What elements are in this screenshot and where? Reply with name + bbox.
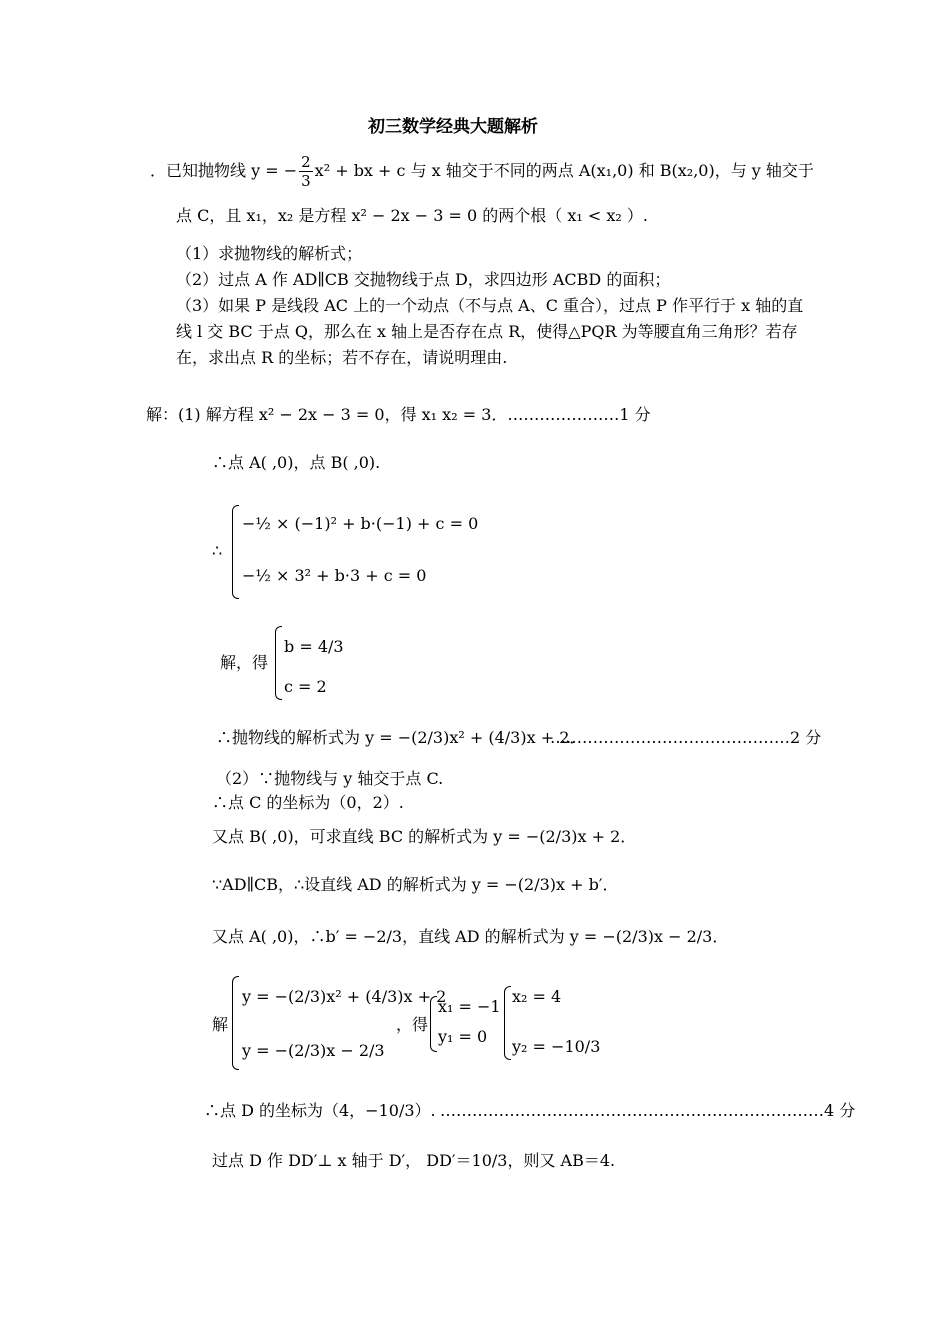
fraction: $\frac{2}{3}$ (301, 153, 311, 190)
question-3-line-1: （3）如果 P 是线段 AC 上的一个动点（不与点 A、C 重合），过点 P 作平行于 x 轴的直 (176, 296, 804, 315)
question-1: （1）求抛物线的解析式； (176, 244, 363, 263)
therefore-sign: ∴ (212, 541, 223, 560)
system-brace (504, 986, 511, 1060)
root-1-y: y₁ = 0 (438, 1027, 488, 1046)
root-1-x: x₁ = −1 (438, 997, 501, 1016)
root-2-y: y₂ = −10/3 (512, 1037, 601, 1056)
question-3-line-3: 在，求出点 R 的坐标；若不存在，请说明理由. (176, 348, 508, 367)
page-title: 初三数学经典大题解析 (368, 117, 538, 137)
system-brace (275, 626, 282, 700)
score-2: ………………………………………2 分 (550, 728, 822, 747)
solution-b: b = 4/3 (284, 637, 344, 656)
system-brace (232, 976, 239, 1070)
obtain-label: ，得 (396, 1015, 429, 1034)
question-2: （2）过点 A 作 AD∥CB 交抛物线于点 D，求四边形 ACBD 的面积； (176, 270, 671, 289)
system-brace (430, 996, 437, 1052)
solve-label: 解 (212, 1015, 229, 1034)
question-3-line-2: 线 l 交 BC 于点 Q，那么在 x 轴上是否存在点 R，使得△PQR 为等腰直角三角形？若存 (176, 322, 798, 341)
solution-step-2: ∴点 A( ,0)，点 B( ,0). (212, 453, 381, 472)
solution-c: c = 2 (284, 677, 327, 696)
solution-step-1: 解：(1) 解方程 x² − 2x − 3 = 0，得 x₁ x₂ = 3．…………………1 分 (146, 405, 651, 424)
solution-step-7: ∵AD∥CB，∴设直线 AD 的解析式为 y = −(2/3)x + b′． (212, 875, 619, 894)
problem-intro-line-1: ．已知抛物线 y = − $\frac{2}{3}$ x² + bx + c 与 x 轴交于不同的两点 A(x₁,0) 和 B(x₂,0)，与 y 轴交于 (150, 153, 814, 190)
system-2-equation-2: y = −(2/3)x − 2/3 (242, 1041, 385, 1060)
system-1-equation-2: −½ × 3² + b·3 + c = 0 (242, 566, 427, 585)
solution-step-5: ∴点 C 的坐标为（0，2）. (212, 793, 404, 812)
solution-step-6: 又点 B( ,0)，可求直线 BC 的解析式为 y = −(2/3)x + 2． (212, 827, 637, 846)
solution-step-3: ∴抛物线的解析式为 y = −(2/3)x² + (4/3)x + 2． (216, 728, 586, 747)
root-2-x: x₂ = 4 (512, 987, 562, 1006)
system-2-equation-1: y = −(2/3)x² + (4/3)x + 2 (242, 987, 447, 1006)
solution-step-9: ∴点 D 的坐标为（4，−10/3）. (204, 1101, 436, 1120)
solution-step-8: 又点 A( ,0)，∴b′ = −2/3，直线 AD 的解析式为 y = −(2/3)x − 2/3． (212, 927, 729, 946)
system-1-equation-1: −½ × (−1)² + b·(−1) + c = 0 (242, 514, 479, 533)
system-brace (232, 505, 239, 599)
solution-step-4: （2）∵抛物线与 y 轴交于点 C. (216, 769, 444, 788)
solve-label: 解，得 (220, 653, 269, 672)
solution-step-10: 过点 D 作 DD′⊥ x 轴于 D′， DD′＝10/3，则又 AB＝4. (212, 1151, 616, 1170)
problem-intro-line-2: 点 C，且 x₁，x₂ 是方程 x² − 2x − 3 = 0 的两个根（ x₁ < x₂ ）. (176, 206, 648, 225)
score-4: ………………………………………………………………4 分 (440, 1101, 856, 1120)
